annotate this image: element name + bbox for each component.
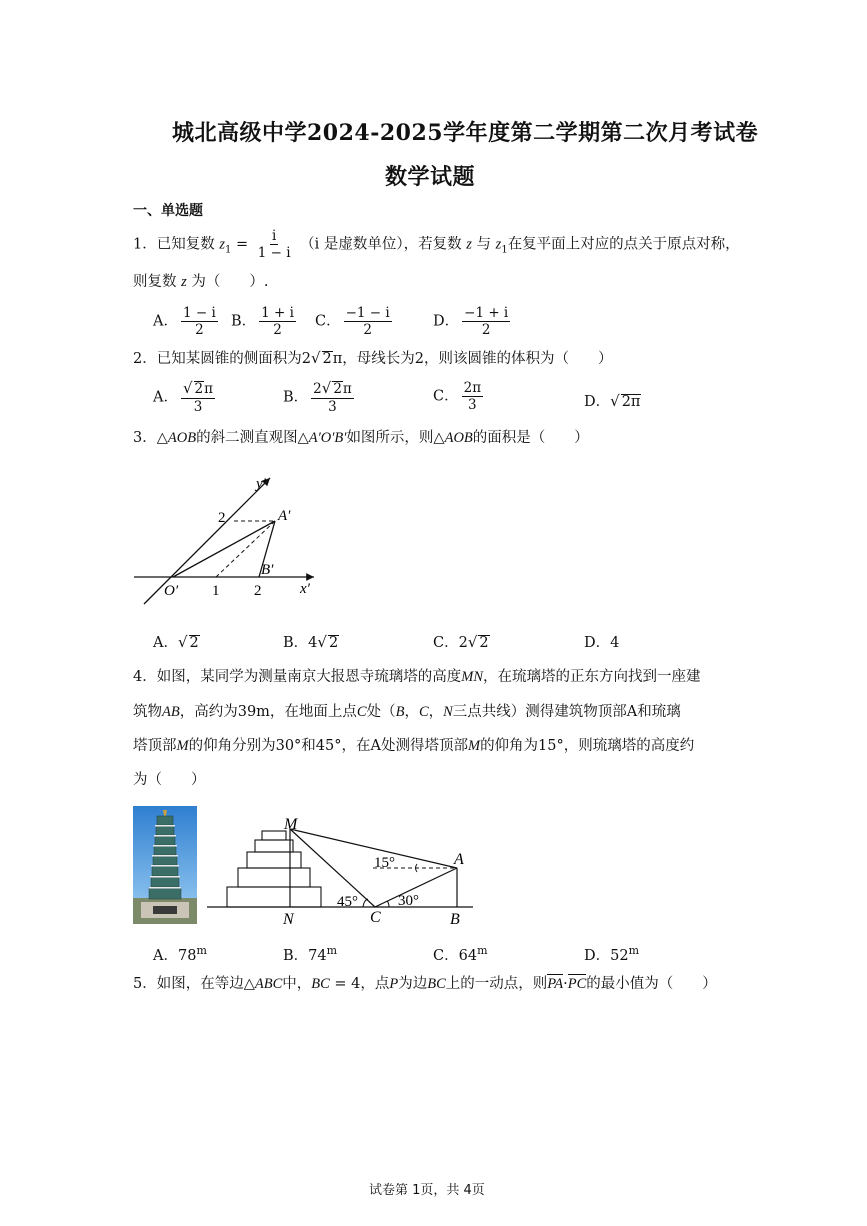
tick-2: 2 bbox=[254, 583, 262, 599]
tower-tier-4 bbox=[255, 840, 293, 852]
x-axis-label: x′ bbox=[300, 581, 310, 597]
origin-label: O′ bbox=[164, 583, 179, 599]
q4-option-c[interactable]: C．64$^m$ bbox=[433, 944, 488, 964]
question-5: 5．如图，在等边△ABC中，BC = 4，点P为边BC上的一动点，则PA·PC的最小值为（ ） bbox=[133, 976, 717, 992]
point-m-label: M bbox=[284, 816, 298, 833]
angle-30-arc bbox=[387, 901, 389, 907]
q4-figure bbox=[205, 812, 480, 927]
q4-option-a[interactable]: A．78$^m$ bbox=[153, 944, 207, 964]
tick-1: 1 bbox=[212, 583, 220, 599]
q2-option-b[interactable]: B． $\frac{2√ 2\pi}{3}$ bbox=[283, 379, 352, 415]
point-b-label: B bbox=[450, 911, 460, 927]
point-c-label: C bbox=[370, 909, 381, 926]
q3-option-d[interactable]: D．4 bbox=[584, 635, 620, 651]
question-4-line-4: 为（ ） bbox=[133, 772, 206, 788]
q3-option-b[interactable]: B．4√ 2 bbox=[283, 633, 339, 651]
page-subtitle: 数学试题 bbox=[385, 164, 476, 190]
q1-option-c[interactable]: C． $\frac{-1 - i}{2}$ bbox=[315, 305, 390, 339]
page-title: 城北高级中学2024-2025学年度第二学期第二次月考试卷 bbox=[172, 120, 759, 146]
angle-45-label: 45° bbox=[337, 894, 358, 910]
point-a-label: A bbox=[454, 851, 464, 868]
segment-oa bbox=[173, 521, 275, 577]
q4-option-b[interactable]: B．74$^m$ bbox=[283, 944, 338, 964]
fraction: $\frac{i}{1 - i}$ bbox=[257, 228, 291, 262]
tower-tier-2 bbox=[238, 868, 310, 887]
section-heading: 一、单选题 bbox=[133, 203, 203, 219]
question-1-line-2: 则复数 z 为（ ）. bbox=[133, 274, 269, 290]
tower-tier-3 bbox=[247, 852, 301, 868]
point-a-label: A′ bbox=[278, 508, 291, 524]
tick-y-2: 2 bbox=[218, 510, 226, 526]
q1-option-d[interactable]: D． $\frac{-1 + i}{2}$ bbox=[433, 305, 509, 339]
point-n-label: N bbox=[283, 911, 294, 927]
question-4-line-2: 筑物AB，高约为39m，在地面上点C处（B，C，N三点共线）测得建筑物顶部A和琉璃 bbox=[133, 704, 681, 720]
angle-30-label: 30° bbox=[398, 893, 419, 909]
q4-option-d[interactable]: D．52$^m$ bbox=[584, 944, 640, 964]
q2-option-c[interactable]: C． $\frac{2\pi}{3}$ bbox=[433, 380, 482, 414]
point-b-label: B′ bbox=[261, 562, 274, 578]
vector-pa: PA bbox=[547, 976, 564, 992]
question-1-line-1: 1．已知复数 $z_1$ = $\frac{i}{1 - i}$ （i 是虚数单位），若复数 z 与 $z_1$在复平面上对应的点关于原点对称， bbox=[133, 228, 740, 262]
q1-option-a[interactable]: A． $\frac{1 - i}{2}$ bbox=[153, 305, 216, 339]
tower-photo bbox=[133, 806, 197, 924]
tower-tier-5 bbox=[262, 831, 286, 840]
vector-pc: PC bbox=[567, 976, 587, 992]
question-2: 2．已知某圆锥的侧面积为2√ 2π，母线长为2，则该圆锥的体积为（ ） bbox=[133, 349, 613, 367]
q3-option-a[interactable]: A．√ 2 bbox=[153, 633, 199, 651]
q1-option-b[interactable]: B． $\frac{1 + i}{2}$ bbox=[231, 305, 294, 339]
q3-figure bbox=[128, 466, 328, 606]
tower-tier-1 bbox=[227, 887, 321, 907]
q2-option-d[interactable]: D．√ 2π bbox=[584, 392, 641, 410]
question-4-line-1: 4．如图，某同学为测量南京大报恩寺琉璃塔的高度MN，在琉璃塔的正东方向找到一座建 bbox=[133, 669, 701, 685]
y-axis-label: y′ bbox=[256, 476, 266, 492]
angle-15-label: 15° bbox=[374, 855, 395, 871]
q2-option-a[interactable]: A． $\frac{√ 2\pi}{3}$ bbox=[153, 379, 214, 415]
question-4-line-3: 塔顶部M的仰角分别为30°和45°，在A处测得塔顶部M的仰角为15°，则琉璃塔的高度约 bbox=[133, 738, 695, 754]
question-3: 3．△AOB的斜二测直观图△A′O′B′如图所示，则△AOB的面积是（ ） bbox=[133, 430, 589, 446]
q3-option-c[interactable]: C．2√ 2 bbox=[433, 633, 489, 651]
y-axis bbox=[144, 478, 270, 604]
page-footer: 试卷第 1页，共 4页 bbox=[369, 1183, 485, 1198]
